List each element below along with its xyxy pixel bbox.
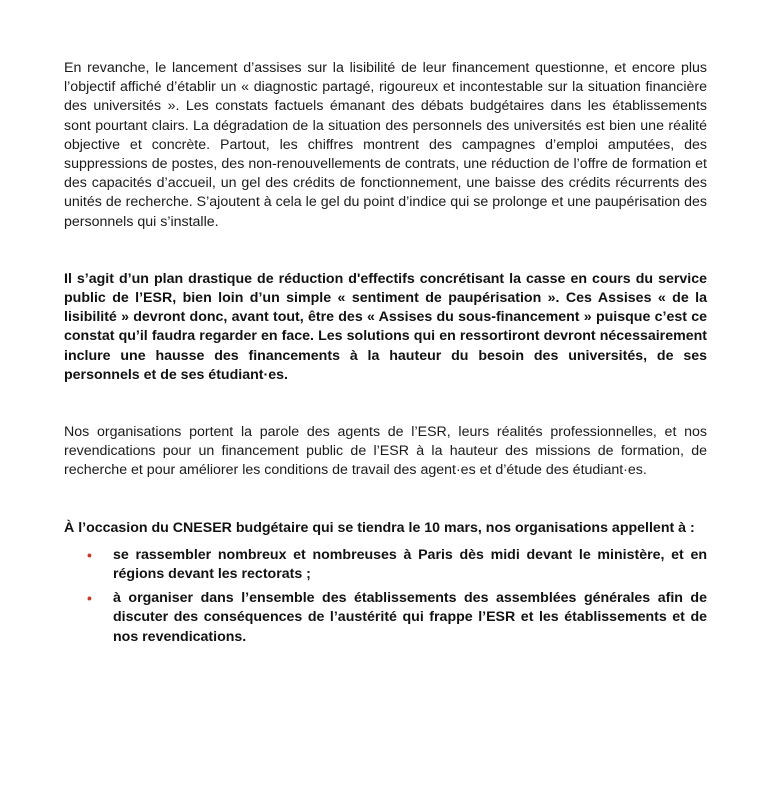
list-item bbox=[64, 546, 707, 584]
list-item bbox=[64, 589, 707, 647]
list-item-text: à organiser dans l’ensemble des établissements des assemblées générales afin de discuter des conséquences de l’austérité qui frappe l’ESR et les établissements et de nos revendications. bbox=[113, 590, 707, 645]
bullet-icon: • bbox=[87, 546, 92, 563]
list-item-text: se rassembler nombreux et nombreuses à Paris dès midi devant le ministère, et en régions devant les rectorats ; bbox=[113, 546, 707, 583]
bullet-icon: • bbox=[87, 590, 92, 607]
paragraph-nos-organisations: Nos organisations portent la parole des agents de l’ESR, leurs réalités professionnelles, et nos revendications pour un financement public de l’ESR à la hauteur des missions de formation, de recherche et pour améliorer les conditions de travail des agent·es et d’étude des étudiant·es. bbox=[64, 424, 707, 479]
paragraph-appel-cneser: À l’occasion du CNESER budgétaire qui se tiendra le 10 mars, nos organisations appellent à : bbox=[64, 519, 695, 536]
document-page bbox=[64, 59, 707, 652]
paragraph-financement-assises: En revanche, le lancement d’assises sur la lisibilité de leur financement questionne, et encore plus l’objectif affiché d’établir un « diagnostic partagé, rigoureux et incontestable sur la situation financière des universités ». Les constats factuels émanant des débats budgétaires dans les établissements sont pourtant clairs. La dégradation de la situation des personnels des universités est bien une réalité objective et concrète. Partout, les chiffres montrent des campagnes d’emploi amputées, des suppressions de postes, des non-renouvellements de contrats, une réduction de l’offre de formation et des capacités d’accueil, un gel des crédits de fonctionnement, une baisse des crédits récurrents des unités de recherche. S’ajoutent à cela le gel du point d’indice qui se prolonge et une paupérisation des personnels qui s’installe. bbox=[64, 60, 707, 230]
call-to-action-list bbox=[64, 546, 707, 647]
paragraph-plan-reduction-effectifs: Il s’agit d’un plan drastique de réduction d'effectifs concrétisant la casse en cours du service public de l’ESR, bien loin d’un simple « sentiment de paupérisation ». Ces Assises « de la lisibilité » devront donc, avant tout, être des « Assises du sous-financement » puisque c’est ce constat qu’il faudra regarder en face. Les solutions qui en ressortiront devront nécessairement inclure une hausse des financements à la hauteur du besoin des universités, de ses personnels et de ses étudiant·es. bbox=[64, 270, 707, 383]
